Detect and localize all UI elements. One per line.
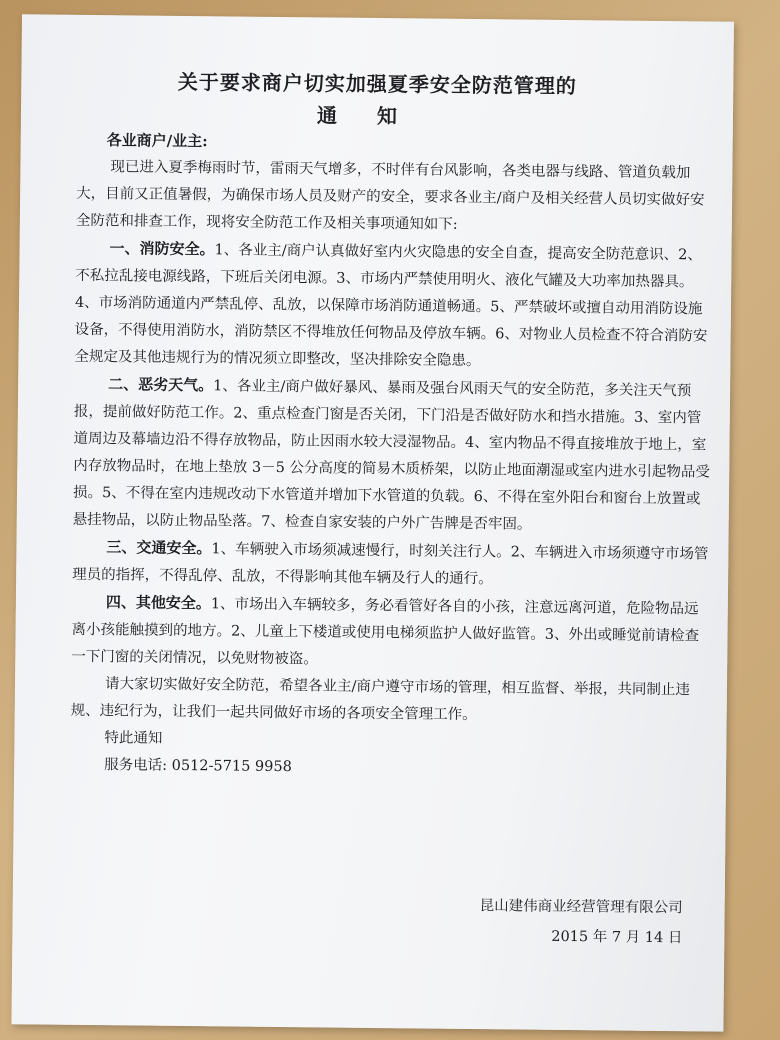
greeting: 各业商户/业主: [106,131,208,151]
section-heading: 四、其他安全。 [105,593,211,613]
section-bad-weather [73,371,715,541]
section-text: 1、车辆驶入市场须减速慢行，时刻关注行人。2、车辆进入市场须遵守市场管理员的指挥，不得乱停、乱放，不得影响其他车辆及行人的通行。 [72,541,709,588]
service-phone: 服务电话: 0512-5715 9958 [104,757,292,776]
section-heading: 二、恶劣天气。 [108,375,214,395]
intro-paragraph: 现已进入夏季梅雨时节，雷雨天气增多，不时伴有台风影响，各类电器与线路、管道负载加大，目前又正值暑假，为确保市场人员及财产的安全，要求各业主/商户及相关经营人员切实做好安全防范和排查工作，现将安全防范工作及相关事项通知如下: [75,159,705,233]
notice-title: 关于要求商户切实加强夏季安全防范管理的 [177,69,577,99]
section-heading: 三、交通安全。 [106,538,212,558]
section-fire-safety [74,235,715,378]
closing-line: 特此通知 [104,730,163,747]
section-text: 1、市场出入车辆较多，务必看管好各自的小孩，注意远离河道，危险物品远离小孩能触摸到的地方。2、儿童上下楼道或使用电梯须监护人做好监管。3、外出或睡觉前请检查一下门窗的关闭情况，以免财物被盗。 [71,596,700,668]
notice-paper [11,14,734,1031]
section-traffic-safety [72,534,713,596]
section-text: 1、各业主/商户认真做好室内火灾隐患的安全自查，提高安全防范意识、2、不私拉乱接电源线路，下班后关闭电源。3、市场内严禁使用明火、液化气罐及大功率加热器具。4、市场消防通道内严禁乱停、乱放，以保障市场消防通道畅通。5、严禁破坏或擅自动用消防设施设备，不得使用消防水，消防禁区不得堆放任何物品及停放车辆。6、对物业人员检查不符合消防安全规定及其他违规行为的情况须立即整改，坚决排除安全隐患。 [74,242,708,370]
notice-subtitle: 通知 [316,103,438,129]
section-text: 1、各业主/商户做好暴风、暴雨及强台风雨天气的安全防范，多关注天气预报，提前做好防范工作。2、重点检查门窗是否关闭，下门沿是否做好防水和挡水措施。3、室内管道周边及幕墙边沿不得存放物品，防止因雨水较大浸湿物品。4、室内物品不得直接堆放于地上，室内存放物品时，在地上垫放 3－5 公分高度的简易木质桥架，以防止地面潮湿或室内进水引起物品受损。5、不得在室内违规改动下水管道并增加下水管道的负载。6、不得在室外阳台和窗台上放置或悬挂物品，以防止物品坠落。7、检查自家安装的户外广告牌是否牢固。 [72,378,711,533]
conclusion-paragraph: 请大家切实做好安全防范，希望各业主/商户遵守市场的管理，相互监督、举报，共同制止违规、违纪行为，让我们一起共同做好市场的各项安全管理工作。 [70,676,690,724]
company-name: 昆山建伟商业经营管理有限公司 [479,898,683,917]
notice-body [70,127,717,786]
section-heading: 一、消防安全。 [109,239,215,259]
section-other-safety [71,589,712,678]
notice-date: 2015 年 7 月 14 日 [551,928,683,947]
signature-block [479,891,683,953]
